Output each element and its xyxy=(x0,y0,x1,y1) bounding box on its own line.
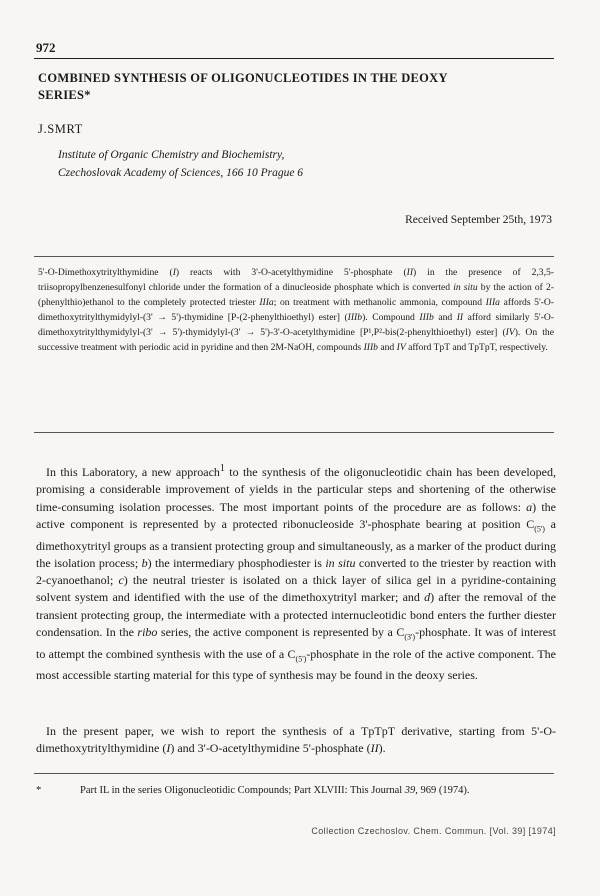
affiliation-line: Czechoslovak Academy of Sciences, 166 10 Prague 6 xyxy=(58,167,304,179)
abstract-top-rule xyxy=(34,256,554,257)
footnote-marker: * xyxy=(36,785,42,796)
footnote-rule xyxy=(34,773,554,774)
footnote: * Part IL in the series Oligonucleotidic Compounds; Part XLVIII: This Journal 39, 969 (1974). xyxy=(36,783,556,799)
body-paragraph: In the present paper, we wish to report the synthesis of a TpTpT derivative, starting from 5'-O-dimethoxytritylthymidine (I) and 3'-O-acetylthymidine 5'-phosphate (II). xyxy=(36,724,556,756)
abstract-bottom-rule xyxy=(34,432,554,433)
page-number: 972 xyxy=(36,40,56,55)
abstract: 5'-O-Dimethoxytritylthymidine (I) reacts with 3'-O-acetylthymidine 5'-phosphate (II) in the presence of 2,3,5-triisopropylbenzenesulfonyl chloride under the formation of a dinucleoside phosphate which is converted in situ by the action of 2-(phenylthio)ethanol to the completely protected triester IIIa; on treatment with methanolic ammonia, compound IIIa affords 5'-O-dimethoxytritylthymidylyl-(3' → 5')-thymidine [P-(2-phenylthioethyl) ester] (IIIb). Compound IIIb and II afford similarly 5'-O-dimethoxytritylthymidylyl-(3' → 5')-thymidylyl-(3' → 5')-3'-O-acetylthymidine [P¹,P²-bis(2-phenylthioethyl) ester] (IV). On the successive treatment with periodic acid in pyridine and then 2M-NaOH, compounds IIIb and IV afford TpT and TpTpT, respectively. xyxy=(38,267,554,353)
received-date: Received September 25th, 1973 xyxy=(405,214,552,226)
body-paragraph: In this Laboratory, a new approach$^1$ to the synthesis of the oligonucleotidic chain has been developed, promising a considerable improvement of yields in the particular steps and shortening of the otherwise time-consuming isolation processes. The most important points of the procedure are as follows: a) the active component is represented by a protected ribonucleoside 3'-phosphate bearing at position $C_{(5')}$ a dimethoxytrityl groups as a transient protecting group and simultaneously, as a marker of the product during the isolation process; b) the intermediary phosphodiester is in situ converted to the triester by reaction with 2-cyanoethanol; c) the neutral triester is isolated on a thick layer of silica gel in a pyridine-containing solvent system and identified with the use of the dimethoxytrityl marker; and d) after the removal of the transient protecting group, the intermediate with a protected internucleotidic bond enters the further diester condensation. In the ribo series, the active component is represented by a $C_{(3')}$-phosphate. It was of interest to attempt the combined synthesis with the use of a $C_{(5')}$-phosphate in the role of the active component. The most accessible starting material for this type of synthesis may be found in the deoxy series. xyxy=(36,463,557,683)
reference-marker: 1 xyxy=(219,463,225,474)
article-title: COMBINED SYNTHESIS OF OLIGONUCLEOTIDES IN THE DEOXY SERIES* xyxy=(38,71,448,102)
affiliation-line: Institute of Organic Chemistry and Biochemistry, xyxy=(58,149,285,161)
affiliation xyxy=(58,146,538,182)
author-name: J.SMRT xyxy=(38,122,83,136)
header-rule xyxy=(34,58,554,59)
running-footer: Collection Czechoslov. Chem. Commun. [Vol. 39] [1974] xyxy=(311,826,556,836)
